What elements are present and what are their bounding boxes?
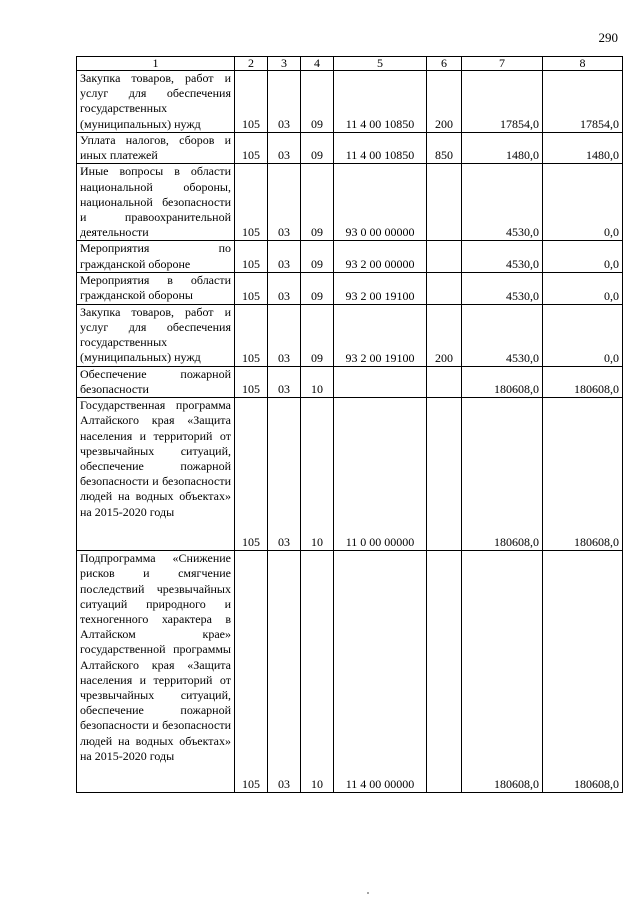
column-header: 2 — [235, 57, 268, 71]
budget-table — [76, 56, 623, 793]
cell-section: 03 — [268, 304, 301, 366]
cell-section: 03 — [268, 71, 301, 133]
cell-target-article: 93 0 00 00000 — [334, 164, 427, 241]
cell-amount-1: 4530,0 — [462, 272, 543, 304]
table-row — [77, 366, 623, 397]
cell-subsection: 09 — [301, 241, 334, 272]
row-name: Обеспечение пожарной безопасности — [77, 366, 235, 397]
cell-amount-2: 180608,0 — [543, 551, 623, 793]
cell-section: 03 — [268, 272, 301, 304]
cell-target-article: 93 2 00 00000 — [334, 241, 427, 272]
cell-amount-2: 180608,0 — [543, 366, 623, 397]
cell-subsection: 09 — [301, 272, 334, 304]
column-header: 4 — [301, 57, 334, 71]
cell-expense-type: 200 — [427, 71, 462, 133]
cell-target-article: 11 4 00 00000 — [334, 551, 427, 793]
table-row — [77, 272, 623, 304]
row-name: Мероприятия по гражданской обороне — [77, 241, 235, 272]
cell-amount-1: 4530,0 — [462, 304, 543, 366]
cell-section: 03 — [268, 398, 301, 551]
cell-amount-2: 0,0 — [543, 241, 623, 272]
column-header: 1 — [77, 57, 235, 71]
cell-subsection: 10 — [301, 551, 334, 793]
column-header: 8 — [543, 57, 623, 71]
cell-target-article: 11 0 00 00000 — [334, 398, 427, 551]
table-row — [77, 133, 623, 164]
row-name: Закупка товаров, работ и услуг для обеспечения государственных (муниципальных) нужд — [77, 304, 235, 366]
column-header: 3 — [268, 57, 301, 71]
column-header: 7 — [462, 57, 543, 71]
cell-ministry: 105 — [235, 133, 268, 164]
table-row — [77, 164, 623, 241]
header-row — [77, 57, 623, 71]
cell-target-article: 93 2 00 19100 — [334, 272, 427, 304]
row-name: Уплата налогов, сборов и иных платежей — [77, 133, 235, 164]
cell-subsection: 09 — [301, 133, 334, 164]
table-row — [77, 304, 623, 366]
row-name: Подпрограмма «Снижение рисков и смягчение последствий чрезвычайных ситуаций природного и техногенного характера в Алтайском крае» государственной программы Алтайского края «Защита населения и территорий от чрезвычайных ситуаций, обеспечение пожарной безопасности и безопасности людей на водных объектах» на 2015-2020 годы — [77, 551, 235, 793]
cell-ministry: 105 — [235, 164, 268, 241]
cell-subsection: 09 — [301, 164, 334, 241]
cell-amount-2: 1480,0 — [543, 133, 623, 164]
cell-section: 03 — [268, 164, 301, 241]
cell-amount-1: 1480,0 — [462, 133, 543, 164]
cell-section: 03 — [268, 133, 301, 164]
cell-expense-type: 200 — [427, 304, 462, 366]
row-name: Мероприятия в области гражданской обороны — [77, 272, 235, 304]
cell-amount-1: 180608,0 — [462, 398, 543, 551]
row-name: Закупка товаров, работ и услуг для обеспечения государственных (муниципальных) нужд — [77, 71, 235, 133]
cell-ministry: 105 — [235, 71, 268, 133]
cell-expense-type — [427, 366, 462, 397]
cell-amount-1: 180608,0 — [462, 551, 543, 793]
cell-expense-type — [427, 398, 462, 551]
cell-amount-2: 0,0 — [543, 272, 623, 304]
cell-expense-type — [427, 241, 462, 272]
cell-expense-type — [427, 164, 462, 241]
column-header: 6 — [427, 57, 462, 71]
cell-target-article: 11 4 00 10850 — [334, 133, 427, 164]
cell-amount-2: 17854,0 — [543, 71, 623, 133]
cell-target-article: 93 2 00 19100 — [334, 304, 427, 366]
column-header: 5 — [334, 57, 427, 71]
cell-ministry: 105 — [235, 366, 268, 397]
scan-speck — [367, 892, 369, 894]
cell-section: 03 — [268, 366, 301, 397]
cell-expense-type — [427, 551, 462, 793]
cell-amount-1: 4530,0 — [462, 164, 543, 241]
cell-target-article — [334, 366, 427, 397]
cell-subsection: 09 — [301, 304, 334, 366]
table-row — [77, 551, 623, 793]
page-number: 290 — [598, 30, 618, 45]
cell-ministry: 105 — [235, 551, 268, 793]
row-name: Государственная программа Алтайского края «Защита населения и территорий от чрезвычайных ситуаций, обеспечение пожарной безопасности и безопасности людей на водных объектах» на 2015-2020 годы — [77, 398, 235, 551]
cell-amount-1: 17854,0 — [462, 71, 543, 133]
cell-amount-2: 180608,0 — [543, 398, 623, 551]
cell-section: 03 — [268, 551, 301, 793]
cell-ministry: 105 — [235, 398, 268, 551]
cell-amount-2: 0,0 — [543, 164, 623, 241]
cell-subsection: 10 — [301, 398, 334, 551]
cell-section: 03 — [268, 241, 301, 272]
cell-ministry: 105 — [235, 241, 268, 272]
cell-expense-type — [427, 272, 462, 304]
row-name: Иные вопросы в области национальной обороны, национальной безопасности и правоохранительной деятельности — [77, 164, 235, 241]
cell-subsection: 10 — [301, 366, 334, 397]
cell-amount-2: 0,0 — [543, 304, 623, 366]
cell-subsection: 09 — [301, 71, 334, 133]
table-row — [77, 71, 623, 133]
table-row — [77, 398, 623, 551]
cell-amount-1: 180608,0 — [462, 366, 543, 397]
cell-amount-1: 4530,0 — [462, 241, 543, 272]
cell-expense-type: 850 — [427, 133, 462, 164]
cell-ministry: 105 — [235, 272, 268, 304]
cell-ministry: 105 — [235, 304, 268, 366]
cell-target-article: 11 4 00 10850 — [334, 71, 427, 133]
table-row — [77, 241, 623, 272]
